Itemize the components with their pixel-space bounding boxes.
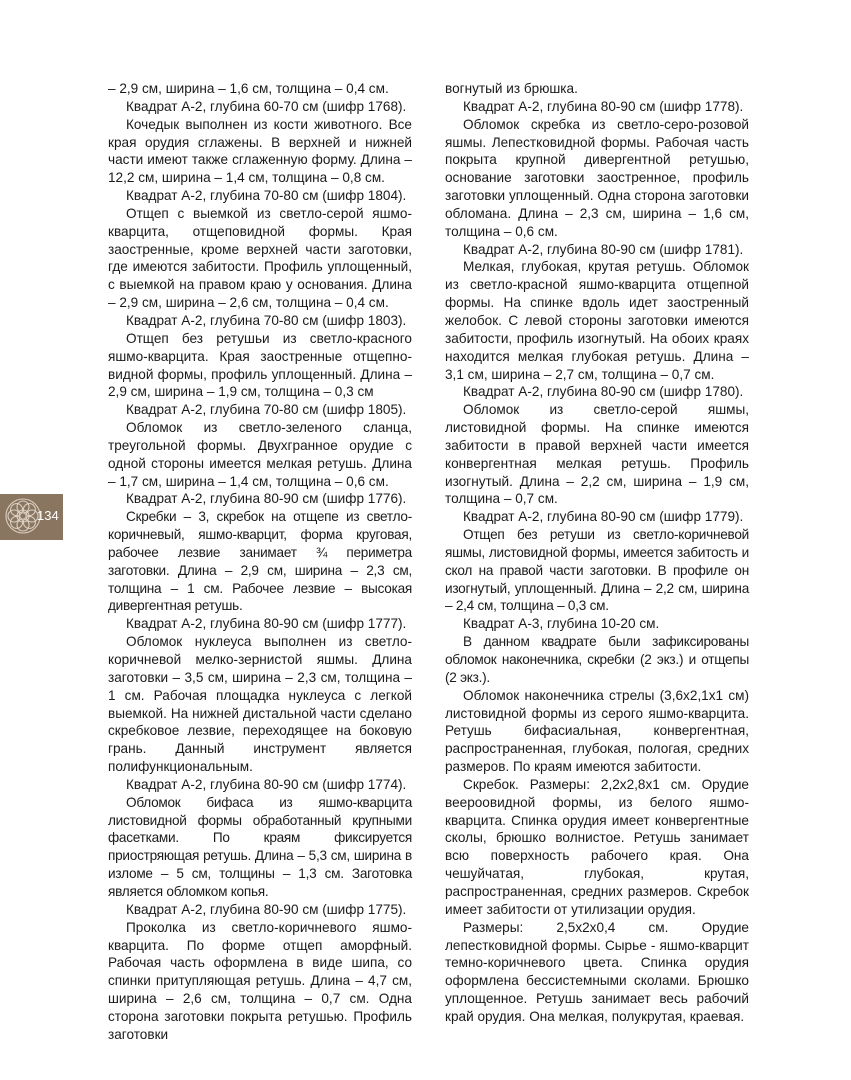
paragraph: Квадрат А-2, глубина 80-90 см (шифр 1774). xyxy=(126,776,407,792)
page-number: 134 xyxy=(37,508,59,523)
paragraph: Отщеп без ретушьи из светло-красного яшмо-кварцита. Края заостренные отщепно-видной формы, профиль уплощенный. Длина – 2,9 см, ширина – 1,9 см, толщина – 0,3 см xyxy=(108,330,412,400)
paragraph: Квадрат А-2, глубина 80-90 см (шифр 1781). xyxy=(463,241,744,257)
paragraph: Мелкая, глубокая, крутая ретушь. Обломок из светло-красной яшмо-кварцита отщепной формы. На спинке вдоль идет заостренный желобок. С левой стороны заготовки имеются забитости, профиль изогнутый. На обоих краях находится мелкая глубокая ретушь. Длина – 3,1 см, ширина – 2,7 см, толщина – 0,7 см. xyxy=(445,259,749,382)
paragraph: Квадрат А-3, глубина 10-20 см. xyxy=(463,616,660,632)
paragraph: Обломок бифаса из яшмо-кварцита листовидной формы обработанный крупными фасетками. По краям фиксируется приостряющая ретушь. Длина – 5,3 см, ширина в изломе – 5 см, толщины – 1,3 см. Заготовка является обломком копья. xyxy=(108,794,412,899)
paragraph: В данном квадрате были зафиксированы обломок наконечника, скребки (2 экз.) и отщепы (2 экз.). xyxy=(445,634,749,685)
paragraph: Квадрат А-2, глубина 80-90 см (шифр 1779). xyxy=(463,509,744,525)
paragraph: Квадрат А-2, глубина 80-90 см (шифр 1777). xyxy=(126,616,407,632)
page-number-tab xyxy=(0,494,63,540)
text-column-right xyxy=(445,80,749,1026)
paragraph: Скребки – 3, скребок на отщепе из светло-коричневый, яшмо-кварцит, форма круговая, рабочее лезвие занимает ¾ периметра заготовки. Длина – 2,9 см, ширина – 2,3 см, толщина – 1 см. Рабочее лезвие – высокая дивергентная ретушь. xyxy=(108,509,412,614)
paragraph: Скребок. Размеры: 2,2х2,8х1 см. Орудие веероовидной формы, из белого яшмо-кварцита. Спинка орудия имеет конвергентные сколы, брюшко волнистое. Ретушь занимает всю поверхность рабочего края. Она чешуйчатая, глубокая, крутая, распространенная, средних размеров. Скребок имеет забитости от утилизации орудия. xyxy=(445,776,749,917)
paragraph: Квадрат А-2, глубина 70-80 см (шифр 1803). xyxy=(126,312,407,328)
paragraph: Проколка из светло-коричневого яшмо-кварцита. По форме отщеп аморфный. Рабочая часть оформлена в виде шипа, со спинки притупляющая ретушь. Длина – 4,7 см, ширина – 2,6 см, толщина – 0,7 см. Одна сторона заготовки покрыта ретушью. Профиль заготовки xyxy=(108,919,412,1042)
paragraph: вогнутый из брюшка. xyxy=(445,81,578,96)
paragraph: Отщеп с выемкой из светло-серой яшмо-кварцита, отщеповидной формы. Края заостренные, кроме верхней части заготовки, где имеются забитости. Профиль уплощенный, с выемкой на правом краю у основания. Длина – 2,9 см, ширина – 2,6 см, толщина – 0,4 см. xyxy=(108,205,412,311)
paragraph: – 2,9 см, ширина – 1,6 см, толщина – 0,4 см. xyxy=(108,81,389,96)
paragraph: Квадрат А-2, глубина 80-90 см (шифр 1776). xyxy=(126,491,407,507)
paragraph: Обломок из светло-зеленого сланца, треугольной формы. Двухгранное орудие с одной стороны имеется мелкая ретушь. Длина – 1,7 см, ширина – 1,4 см, толщина – 0,6 см. xyxy=(108,420,412,489)
text-column-left xyxy=(108,80,412,1044)
paragraph: Обломок наконечника стрелы (3,6х2,1х1 см) листовидной формы из серого яшмо-кварцита. Ретушь бифасиальная, конвергентная, распространенная, глубокая, пологая, средних размеров. По краям имеются забитости. xyxy=(445,687,749,775)
paragraph: Квадрат А-2, глубина 80-90 см (шифр 1775). xyxy=(126,901,407,917)
paragraph: Обломок нуклеуса выполнен из светло-коричневой мелко-зернистой яшмы. Длина заготовки – 3,5 см, ширина – 2,3 см, толщина – 1 см. Рабочая площадка нуклеуса с легкой выемкой. На нижней дистальной части сделано скребковое лезвие, переходящее на боковую грань. Данный инструмент является полифункциональным. xyxy=(108,634,412,775)
paragraph: Квадрат А-2, глубина 80-90 см (шифр 1778). xyxy=(463,98,744,114)
paragraph: Квадрат А-2, глубина 70-80 см (шифр 1805). xyxy=(126,402,407,418)
paragraph: Обломок из светло-серой яшмы, листовидной формы. На спинке имеются забитости в правой верхней части имеется конвергентная мелкая ретушь. Профиль изогнутый. Длина – 2,2 см, ширина – 1,9 см, толщина – 0,7 см. xyxy=(445,402,749,507)
paragraph: Квадрат А-2, глубина 80-90 см (шифр 1780). xyxy=(463,384,744,400)
paragraph: Квадрат А-2, глубина 70-80 см (шифр 1804). xyxy=(126,188,407,204)
paragraph: Кочедык выполнен из кости животного. Все края орудия сглажены. В верхней и нижней части имеют также сглаженную форму. Длина – 12,2 см, ширина – 1,4 см, толщина – 0,8 см. xyxy=(108,116,412,186)
paragraph: Размеры: 2,5х2х0,4 см. Орудие лепестковидной формы. Сырье - яшмо-кварцит темно-коричневого цвета. Спинка орудия оформлена бессистемными сколами. Брюшко уплощенное. Ретушь занимает весь рабочий край орудия. Она мелкая, полукрутая, краевая. xyxy=(445,919,749,1024)
paragraph: Квадрат А-2, глубина 60-70 см (шифр 1768). xyxy=(126,98,407,114)
paragraph: Отщеп без ретуши из светло-коричневой яшмы, листовидной формы, имеется забитость и скол на правой части заготовки. В профиле он изогнутый, уплощенный. Длина – 2,2 см, ширина – 2,4 см, толщина – 0,3 см. xyxy=(445,527,749,614)
paragraph: Обломок скребка из светло-серо-розовой яшмы. Лепестковидной формы. Рабочая часть покрыта крупной дивергентной ретушью, основание заготовки заостренное, профиль заготовки уплощенный. Одна сторона заготовки обломана. Длина – 2,3 см, ширина – 1,6 см, толщина – 0,6 см. xyxy=(445,116,749,239)
